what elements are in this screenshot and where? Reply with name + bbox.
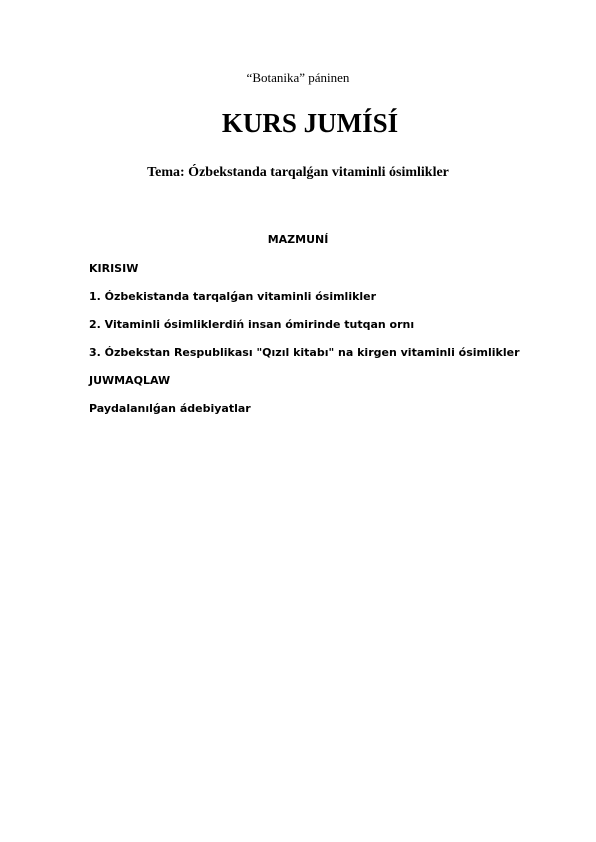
- subject-line: “Botanika” páninen: [246, 70, 350, 85]
- toc-item-introduction: KIRISIW: [89, 262, 139, 275]
- table-of-contents: [89, 262, 520, 430]
- toc-item-chapter-3: 3. Ózbekstan Respublikası "Qızıl kitabı" na kirgen vitaminli ósimlikler: [89, 346, 520, 359]
- toc-item-conclusion: JUWMAQLAW: [89, 374, 171, 387]
- toc-item-chapter-2: 2. Vitaminli ósimliklerdiń insan ómirinde tutqan ornı: [89, 318, 415, 331]
- contents-heading: MAZMUNÍ: [267, 233, 329, 246]
- document-title: KURS JUMÍSÍ: [221, 108, 399, 138]
- topic-line: Tema: Ózbekstanda tarqalǵan vitaminli ósimlikler: [147, 165, 449, 180]
- toc-item-references: Paydalanılǵan ádebiyatlar: [89, 402, 251, 415]
- toc-item-chapter-1: 1. Ózbekistanda tarqalǵan vitaminli ósimlikler: [89, 290, 377, 303]
